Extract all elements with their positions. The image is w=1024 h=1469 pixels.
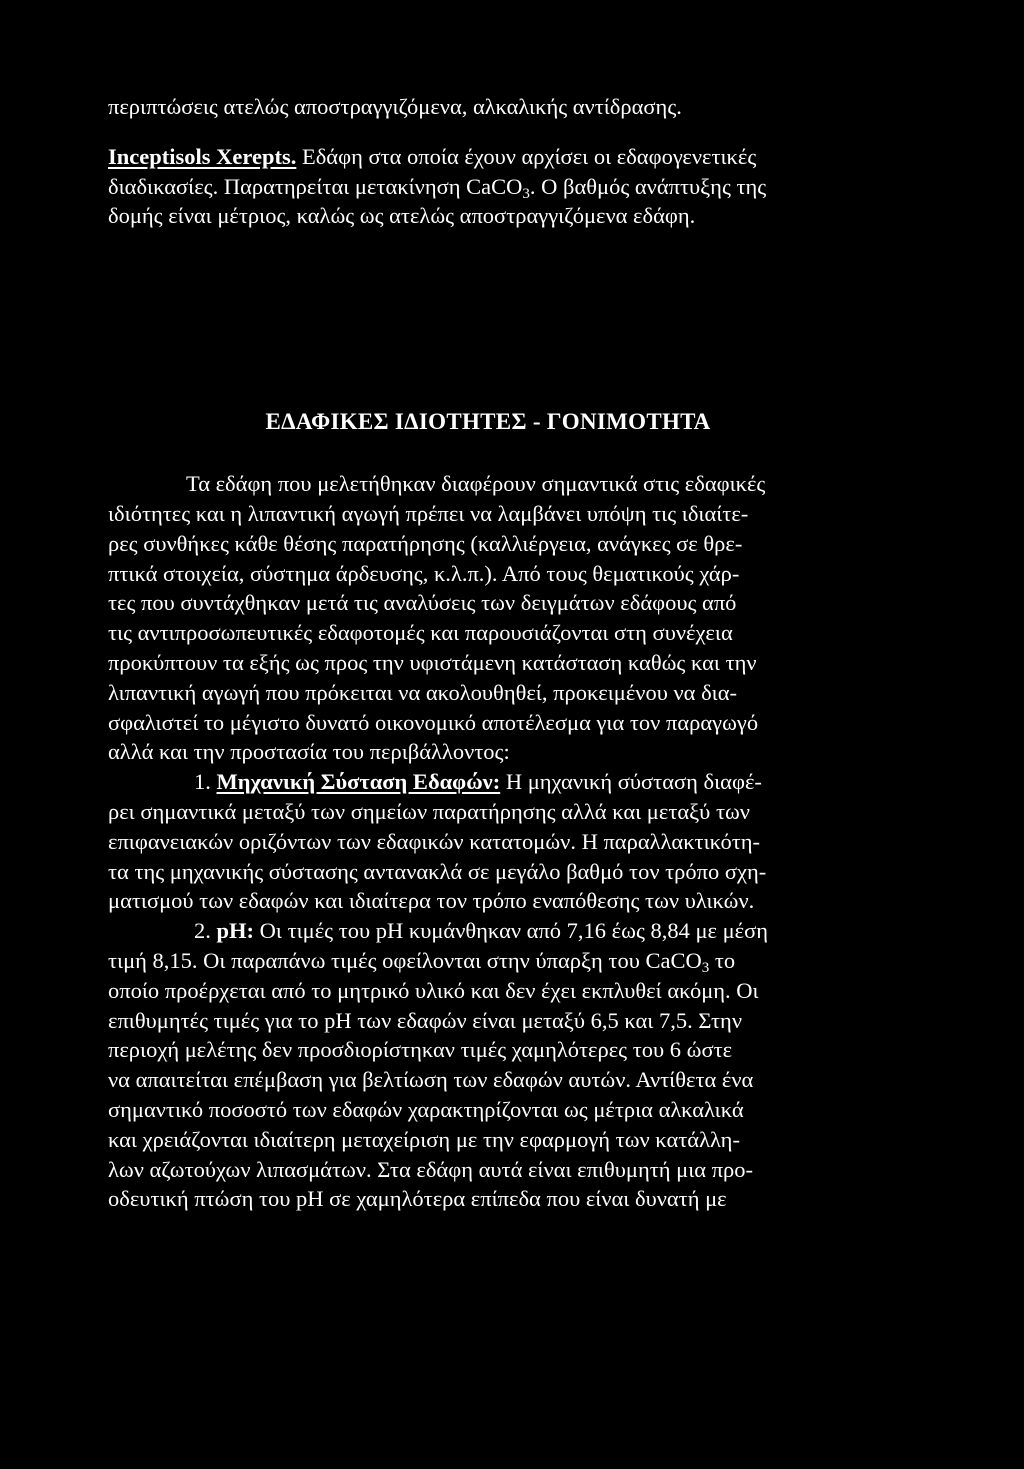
paragraph-line: αλλά και την προστασία του περιβάλλοντος: (108, 739, 510, 765)
paragraph-line: Τα εδάφη που μελετήθηκαν διαφέρουν σημαντικά στις εδαφικές (186, 471, 766, 497)
item-1-line: τα της μηχανικής σύστασης αντανακλά σε μεγάλο βαθμό τον τρόπο σχη- (108, 858, 767, 884)
item-2-line: οποίο προέρχεται από το μητρικό υλικό και δεν έχει εκπλυθεί ακόμη. Οι (108, 977, 759, 1003)
inceptisols-line-2: διαδικασίες. Παρατηρείται μετακίνηση CaCO$_3$. Ο βαθμός ανάπτυξης της (108, 173, 767, 202)
item-1-first-line: 1. Μηχανική Σύσταση Εδαφών: Η μηχανική σύσταση διαφέ- (194, 769, 762, 795)
item-2-line: λων αζωτούχων λιπασμάτων. Στα εδάφη αυτά είναι επιθυμητή μια προ- (108, 1156, 754, 1182)
item-2-first-line: 2. pH: Οι τιμές του pH κυμάνθηκαν από 7,16 έως 8,84 με μέση (194, 918, 769, 944)
item-2-line: να απαιτείται επέμβαση για βελτίωση των εδαφών αυτών. Αντίθετα ένα (108, 1067, 754, 1093)
item-2-line: οδευτική πτώση του pH σε χαμηλότερα επίπεδα που είναι δυνατή με (108, 1186, 727, 1212)
item-ph (108, 916, 898, 1214)
paragraph-line: λιπαντική αγωγή που πρόκειται να ακολουθηθεί, προκειμένου να δια- (108, 679, 738, 705)
item-1-line: ρει σημαντικά μεταξύ των σημείων παρατήρησης αλλά και μεταξύ των (108, 798, 750, 824)
inceptisols-text: Εδάφη στα οποία έχουν αρχίσει οι εδαφογενετικές (296, 143, 757, 169)
item-2-label: pH: (216, 918, 255, 944)
item-2-line: και χρειάζονται ιδιαίτερη μεταχείριση με την εφαρμογή των κατάλλη- (108, 1126, 740, 1152)
paragraph-line: τις αντιπροσωπευτικές εδαφοτομές και παρουσιάζονται στη συνέχεια (108, 620, 733, 646)
intro-line-1: περιπτώσεις ατελώς αποστραγγιζόμενα, αλκαλικής αντίδρασης. (108, 94, 682, 119)
item-1-line: ματισμού των εδαφών και ιδιαίτερα τον τρόπο εναπόθεσης των υλικών. (108, 888, 755, 914)
paragraph-line: ρες συνθήκες κάθε θέσης παρατήρησης (καλλιέργεια, ανάγκες σε θρε- (108, 530, 743, 556)
paragraph-line: ιδιότητες και η λιπαντική αγωγή πρέπει να λαμβάνει υπόψη τις ιδιαίτε- (108, 500, 749, 526)
paragraph-line: τες που συντάχθηκαν μετά τις αναλύσεις των δειγμάτων εδάφους από (108, 590, 737, 616)
section-heading: ΕΔΑΦΙΚΕΣ ΙΔΙΟΤΗΤΕΣ - ΓΟΝΙΜΟΤΗΤΑ (265, 409, 711, 435)
item-1-label: Μηχανική Σύσταση Εδαφών: (216, 769, 501, 795)
item-2-line: επιθυμητές τιμές για το pH των εδαφών είναι μεταξύ 6,5 και 7,5. Στην (108, 1007, 742, 1033)
item-1-line: επιφανειακών οριζόντων των εδαφικών κατατομών. Η παραλλακτικότη- (108, 828, 761, 854)
paragraph-line: σφαλιστεί το μέγιστο δυνατό οικονομικό αποτέλεσμα για τον παραγωγό (108, 709, 759, 735)
item-2-line: τιμή 8,15. Οι παραπάνω τιμές οφείλονται στην ύπαρξη του CaCO$_3$ το (108, 947, 736, 976)
item-2-line: περιοχή μελέτης δεν προσδιορίστηκαν τιμές χαμηλότερες του 6 ώστε (108, 1037, 733, 1063)
inceptisols-label: Inceptisols Xerepts. (108, 143, 297, 169)
inceptisols-line-1 (108, 142, 898, 172)
paragraph-line: πτικά στοιχεία, σύστημα άρδευσης, κ.λ.π.). Από τους θεματικούς χάρ- (108, 560, 740, 586)
paragraph-1 (108, 469, 898, 767)
item-mechanical-composition (108, 767, 898, 916)
item-1-number: 1. (194, 769, 217, 795)
document-page (108, 92, 898, 1214)
paragraph-line: προκύπτουν τα εξής ως προς την υφιστάμενη κατάσταση καθώς και την (108, 649, 757, 675)
inceptisols-line-3: δομής είναι μέτριος, καλώς ως ατελώς αποστραγγιζόμενα εδάφη. (108, 203, 696, 229)
item-2-number: 2. (194, 918, 217, 944)
item-2-line: σημαντικό ποσοστό των εδαφών χαρακτηρίζονται ως μέτρια αλκαλικά (108, 1096, 744, 1122)
